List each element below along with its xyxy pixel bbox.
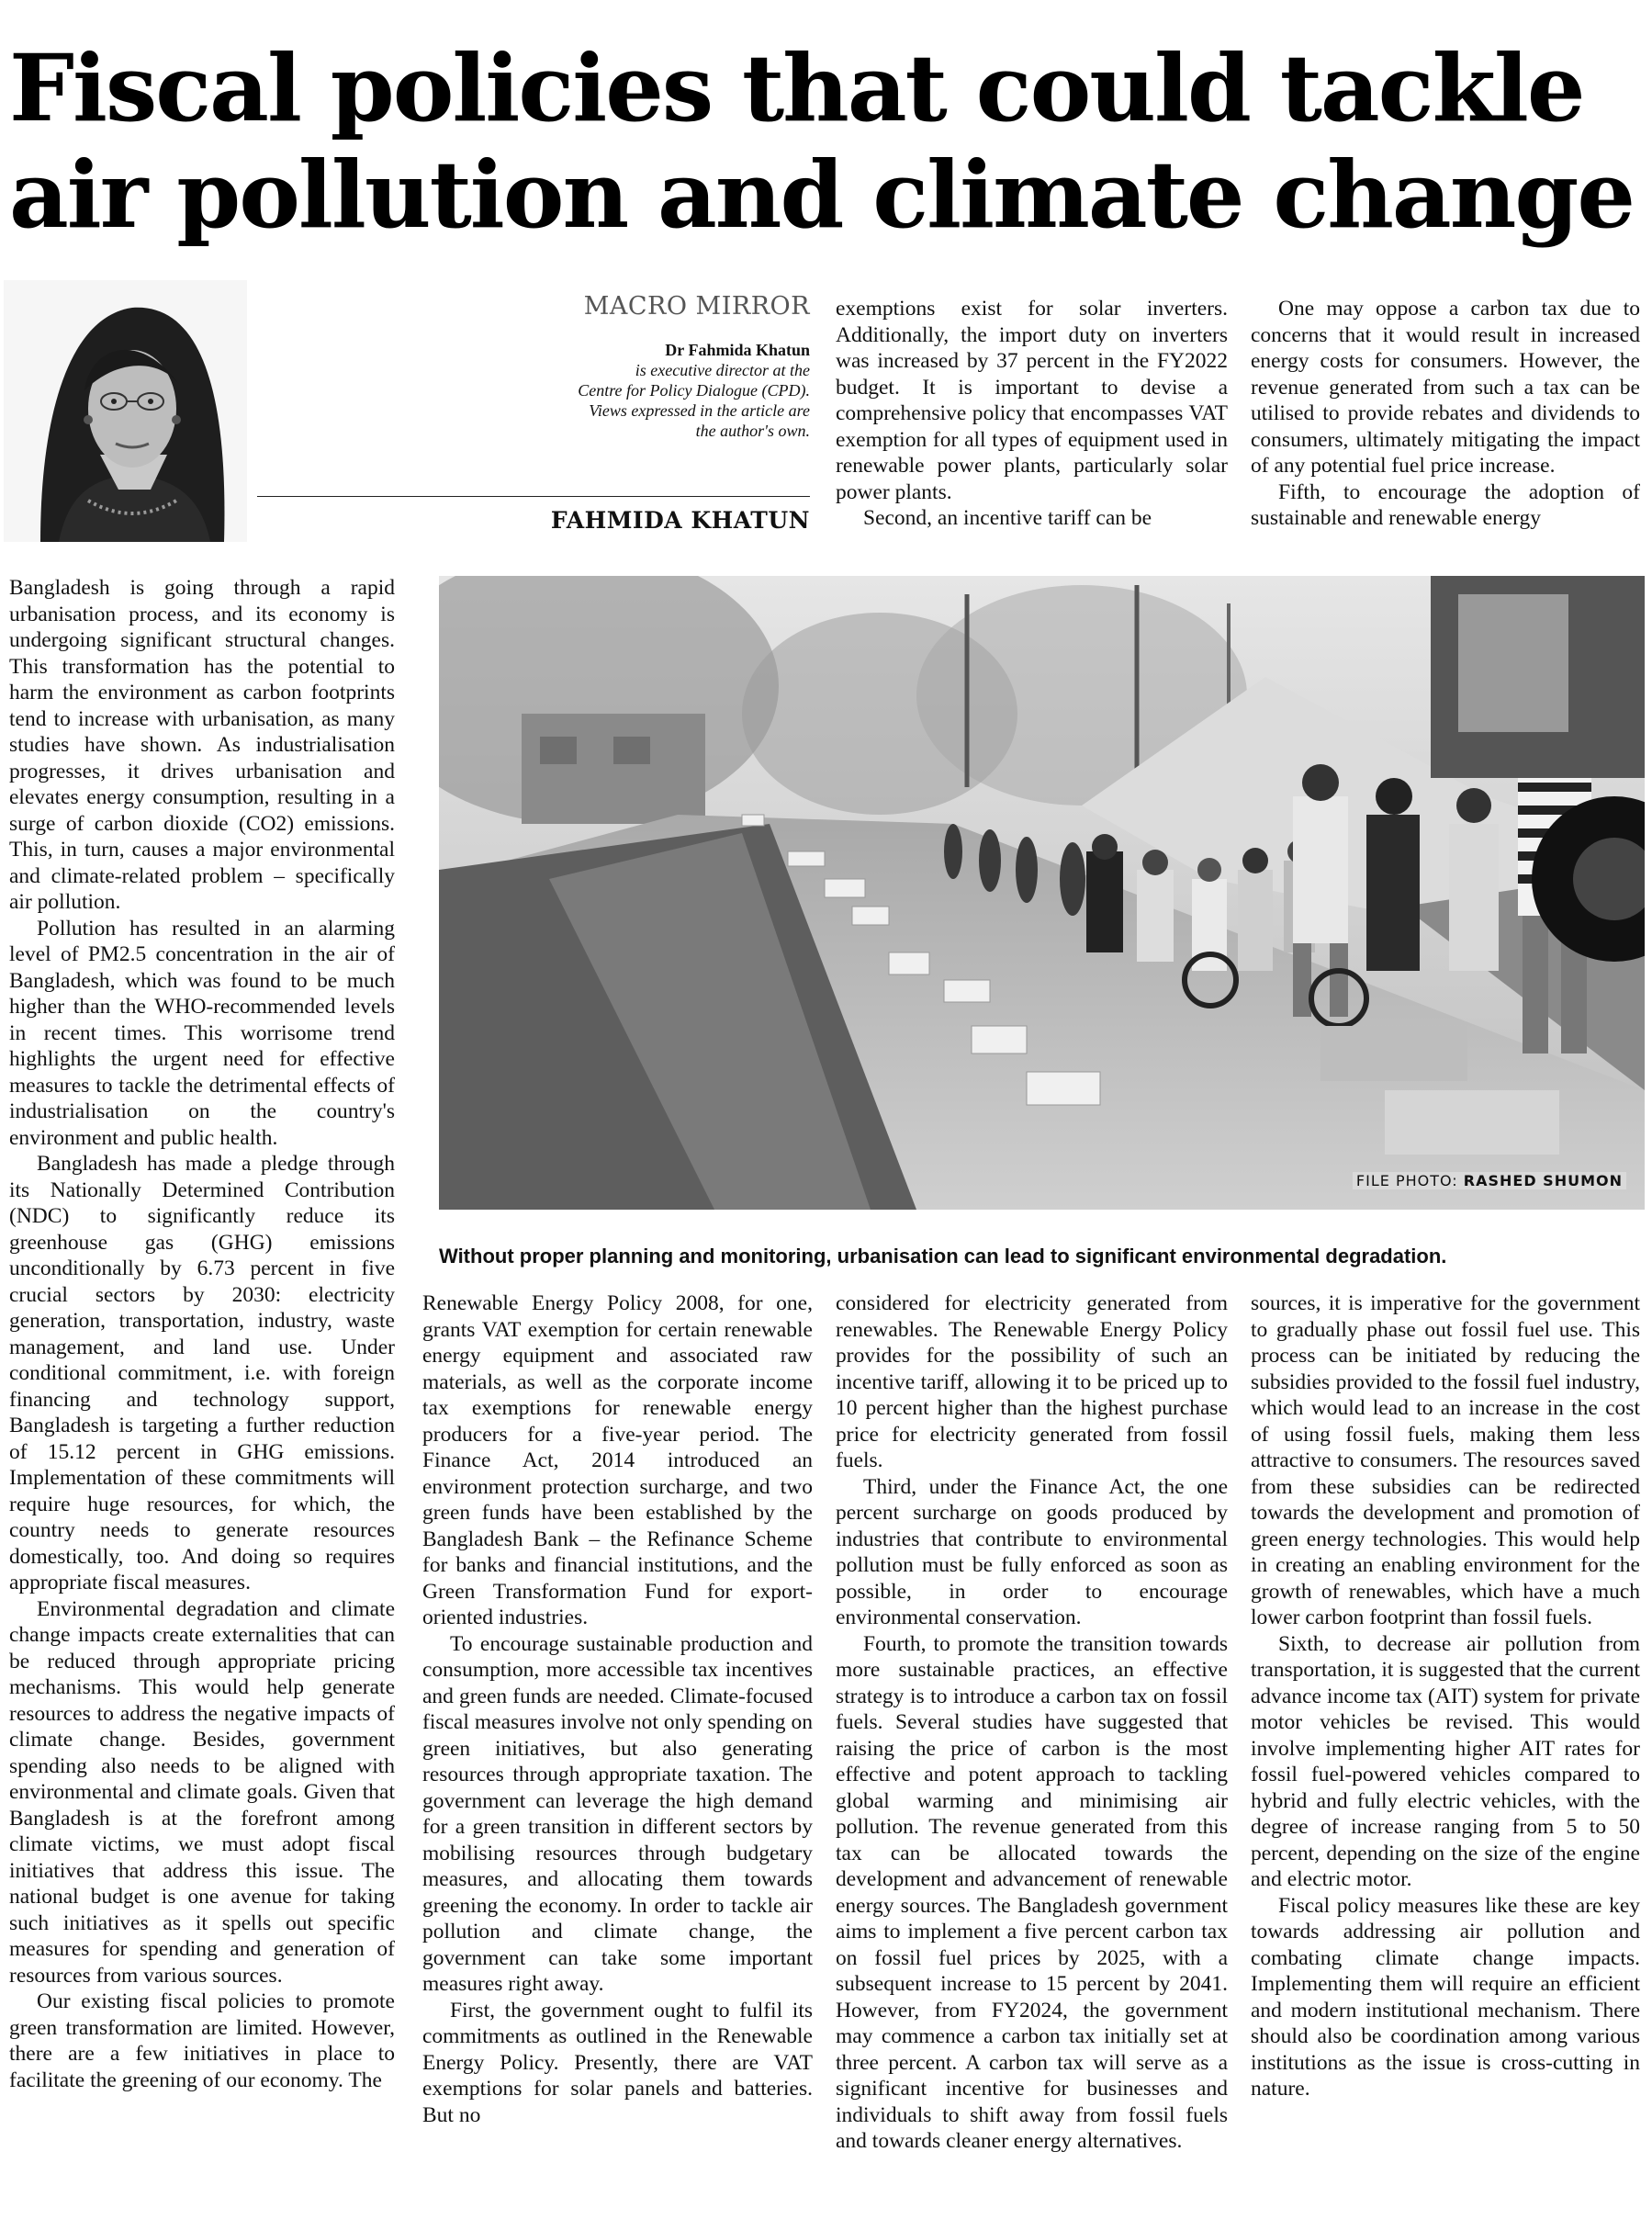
paragraph: Pollution has resulted in an alarming level of PM2.5 concentration in the air of Bangladesh, which was found to be much higher than the WHO-recommended levels in recent times. This worrisome trend highlights the urgent need for effective measures to tackle the detrimental effects of industrialisation on the country's environment and public health. bbox=[9, 916, 395, 1150]
paragraph: Environmental degradation and climate change impacts create externalities that can be reduced through appropriate pricing mechanisms. This would help generate resources to address the negative impacts of climate change. Besides, government spending also needs to be aligned with environmental and climate goals. Given that Bangladesh is at the forefront among climate victims, we must adopt fiscal initiatives that address this issue. The national budget is one avenue for taking such initiatives as it spells out specific measures for spending and generation of resources from various sources. bbox=[9, 1596, 395, 1988]
paragraph: Sixth, to decrease air pollution from transportation, it is suggested that the current advance income tax (AIT) system for private motor vehicles be revised. This would involve implementing higher AIT rates for fossil fuel-powered vehicles compared to hybrid and fully electric vehicles, with the degree of increase ranging from 5 to 50 percent, depending on the size of the engine and electric motor. bbox=[1251, 1631, 1640, 1891]
paragraph: To encourage sustainable production and consumption, more accessible tax incentives and green funds are needed. Climate-focused fiscal measures involve not only spending on green initiatives, but also generating resources through appropriate taxation. The government can leverage the high demand for a green transition in different sectors by mobilising resources through budgetary measures, and allocating them towards greening the economy. In order to tackle air pollution and climate change, the government can take some important measures right away. bbox=[422, 1631, 813, 1996]
article-photo bbox=[439, 576, 1645, 1210]
paragraph: Renewable Energy Policy 2008, for one, grants VAT exemption for certain renewable energy equipment and associated raw materials, as well as the corporate income tax exemptions for renewable energy producers for a five-year period. The Finance Act, 2014 introduced an environment protection surcharge, and two green funds have been established by the Bangladesh Bank – the Refinance Scheme for banks and financial institutions, and the Green Transformation Fund for export-oriented industries. bbox=[422, 1291, 813, 1629]
headline: Fiscal policies that could tackle air pollution and climate change bbox=[9, 34, 1634, 249]
photo-credit bbox=[1353, 1172, 1626, 1189]
paragraph: One may oppose a carbon tax due to concerns that it would result in increased energy costs for consumers. However, the revenue generated from such a tax can be utilised to provide rebates and dividends to consumers, ultimately mitigating the impact of any potential fuel price increase. bbox=[1251, 297, 1640, 478]
column-1 bbox=[9, 575, 395, 2093]
paragraph: sources, it is imperative for the government to gradually phase out fossil fuel use. This process can be initiated by reducing the subsidies provided to the fossil fuel industry, which would lead to an increase in the cost of using fossil fuels, making them less attractive to consumers. The resources saved from these subsidies can be redirected towards the development and promotion of green energy technologies. This would help in creating an enabling environment for the growth of renewables, which have a much lower carbon footprint than fossil fuels. bbox=[1251, 1291, 1640, 1629]
column-3-top bbox=[836, 296, 1228, 532]
bio-name: Dr Fahmida Khatun bbox=[665, 341, 810, 359]
photo-credit-name: RASHED SHUMON bbox=[1463, 1172, 1623, 1189]
photo-credit-prefix: FILE PHOTO: bbox=[1355, 1172, 1458, 1189]
paragraph: Our existing fiscal policies to promote green transformation are limited. However, there are a few initiatives in place to facilitate the greening of our economy. The bbox=[9, 1989, 395, 2092]
paragraph: Fiscal policy measures like these are key towards addressing air pollution and combating climate change impacts. Implementing them will require an efficient and modern institutional mechanism. There should also be coordination among various institutions as the issue is cross-cutting in nature. bbox=[1251, 1893, 1640, 2101]
paragraph: First, the government ought to fulfil its commitments as outlined in the Renewable Energy Policy. Presently, there are VAT exemptions for solar panels and batteries. But no bbox=[422, 1998, 813, 2127]
column-4-top bbox=[1251, 296, 1640, 532]
bio-line-1: is executive director at the bbox=[635, 361, 810, 379]
column-name: MACRO MIRROR bbox=[583, 292, 810, 321]
byline: FAHMIDA KHATUN bbox=[550, 507, 810, 534]
column-4-bottom bbox=[1251, 1290, 1640, 2102]
author-bio bbox=[479, 340, 810, 441]
paragraph: Bangladesh has made a pledge through its Nationally Determined Contribution (NDC) to significantly reduce its greenhouse gas (GHG) emissions unconditionally by 6.73 percent in five crucial sectors by 2030: electricity generation, transportation, industry, waste management, and land use. Under conditional commitment, i.e. with foreign financing and technology support, Bangladesh is targeting a further reduction of 15.12 percent in GHG emissions. Implementation of these commitments will require huge resources, for which, the country needs to generate resources domestically, too. And doing so requires appropriate fiscal measures. bbox=[9, 1152, 395, 1594]
bio-line-2: Centre for Policy Dialogue (CPD). bbox=[578, 381, 810, 400]
paragraph: Second, an incentive tariff can be bbox=[863, 506, 1152, 530]
photo-caption: Without proper planning and monitoring, urbanisation can lead to significant environmental degradation. bbox=[439, 1245, 1447, 1268]
paragraph: Fifth, to encourage the adoption of sustainable and renewable energy bbox=[1251, 479, 1640, 530]
paragraph: considered for electricity generated from renewables. The Renewable Energy Policy provides for the possibility of such an incentive tariff, allowing it to be priced up to 10 percent higher than the highest purchase price for electricity generated from fossil fuels. bbox=[836, 1291, 1228, 1472]
paragraph: Bangladesh is going through a rapid urbanisation process, and its economy is undergoing significant structural changes. This transformation has the potential to harm the environment as carbon footprints tend to increase with urbanisation, as many studies have shown. As industrialisation progresses, it drives urbanisation and elevates energy consumption, resulting in a surge of carbon dioxide (CO2) emissions. This, in turn, causes a major environmental and climate-related problem – specifically air pollution. bbox=[9, 576, 395, 914]
byline-rule bbox=[257, 496, 810, 497]
paragraph: Third, under the Finance Act, the one percent surcharge on goods produced by industries that contribute to environmental pollution must be fully enforced as soon as possible, in order to encourage environmental conservation. bbox=[836, 1474, 1228, 1629]
column-2 bbox=[422, 1290, 813, 2128]
paragraph: Fourth, to promote the transition towards more sustainable practices, an effective strategy is to introduce a carbon tax on fossil fuels. Several studies have suggested that raising the price of carbon is the most effective and potent approach to tackling global warming and minimising air pollution. The revenue generated from this tax can be allocated towards the development and advancement of renewable energy sources. The Bangladesh government aims to implement a five percent carbon tax on fossil fuel prices by 2025, with a subsequent increase to 15 percent by 2041. However, from FY2024, the government may commence a carbon tax initially set at three percent. A carbon tax will serve as a significant incentive for businesses and individuals to shift away from fossil fuels and towards cleaner energy alternatives. bbox=[836, 1631, 1228, 2153]
bio-line-4: the author's own. bbox=[695, 422, 810, 440]
paragraph: exemptions exist for solar inverters. Additionally, the import duty on inverters was increased by 37 percent in the FY2022 budget. It is important to devise a comprehensive policy that encompasses VAT exemption for all types of equipment used in renewable power plants, particularly solar power plants. bbox=[836, 297, 1228, 504]
author-portrait bbox=[4, 280, 247, 542]
bio-line-3: Views expressed in the article are bbox=[589, 401, 810, 420]
column-3-bottom bbox=[836, 1290, 1228, 2155]
